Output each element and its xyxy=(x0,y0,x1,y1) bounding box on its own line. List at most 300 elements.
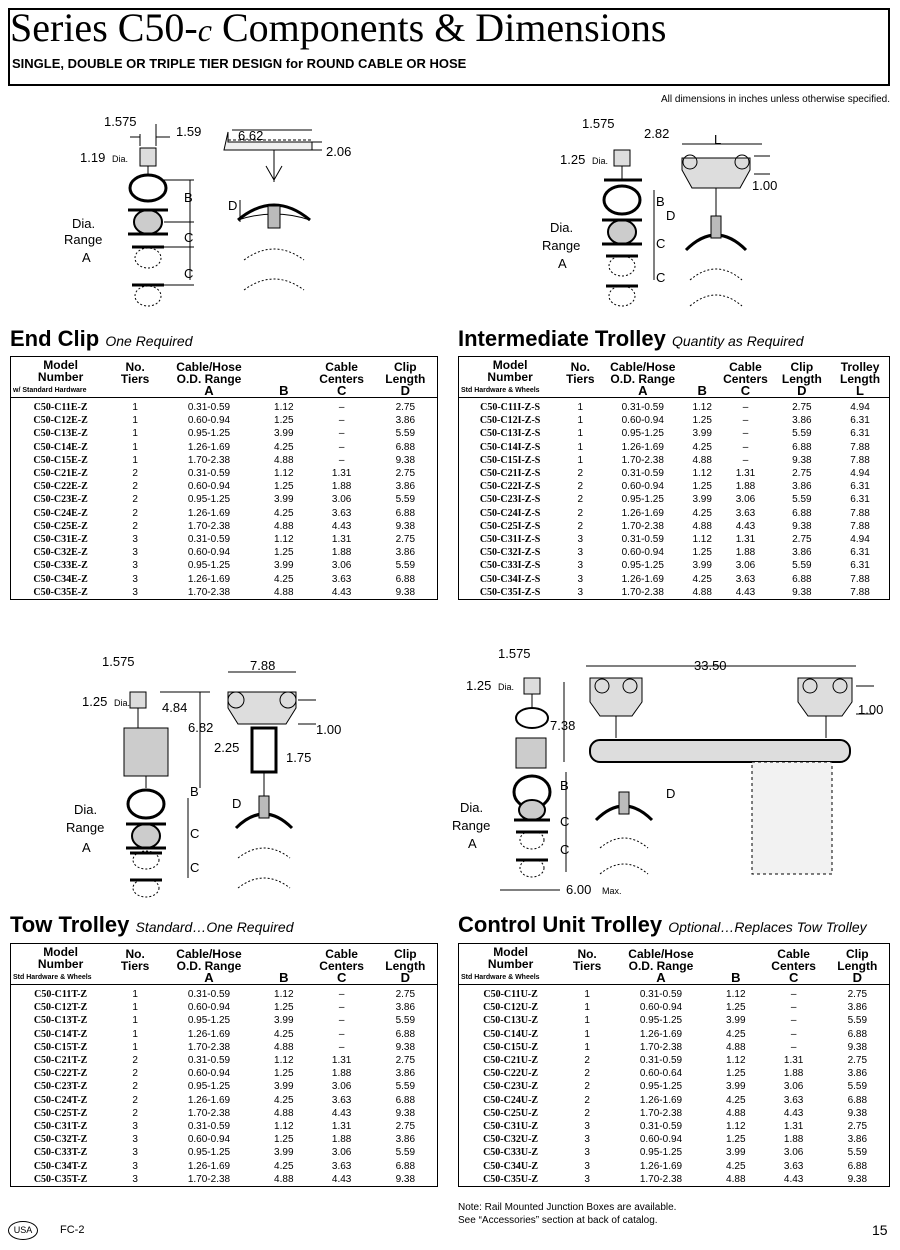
model-number-cell: C50-C13I-Z-S xyxy=(479,428,541,440)
table-cell: 1.88 xyxy=(331,1134,352,1146)
table-cell: 1.12 xyxy=(726,989,746,1000)
table-cell: 1.70-2.38 xyxy=(639,1041,683,1053)
tow-heading xyxy=(10,912,294,938)
tow-label-c2: C xyxy=(190,860,200,875)
table-cell: 4.25 xyxy=(274,441,294,453)
table-cell: 1.25 xyxy=(726,1068,746,1080)
model-number-cell: C50-C14E-Z xyxy=(33,441,88,453)
tow-dim-484: 4.84 xyxy=(162,700,188,715)
table-cell: 1.88 xyxy=(783,1134,804,1146)
table-cell: 6.88 xyxy=(395,507,416,519)
table-cell: 5.59 xyxy=(395,494,416,506)
table-cell: 1.25 xyxy=(274,415,294,427)
table-cell: 3 xyxy=(577,560,584,572)
table-cell: 9.38 xyxy=(792,454,812,466)
tow-dim-1575: 1.575 xyxy=(102,654,135,669)
table-cell: 4.88 xyxy=(274,1173,294,1185)
intermediate-label-c2: C xyxy=(656,270,666,285)
table-cell: 4.43 xyxy=(783,1173,804,1185)
model-number-cell: C50-C15E-Z xyxy=(33,454,88,466)
table-cell: 3.06 xyxy=(331,1081,352,1093)
dimension-note: All dimensions in inches unless otherwise specified. xyxy=(660,94,890,105)
intermediate-dim-282: 2.82 xyxy=(644,126,670,141)
table-cell: 0.31-0.59 xyxy=(639,1055,683,1067)
table-row xyxy=(11,1133,438,1146)
table-cell: 1.25 xyxy=(274,1068,294,1080)
table-row xyxy=(459,427,890,440)
table-row xyxy=(11,454,438,467)
table-cell: 0.31-0.59 xyxy=(621,534,664,546)
table-cell: 1.70-2.38 xyxy=(621,454,664,466)
table-row xyxy=(11,507,438,520)
table-cell: 1 xyxy=(584,989,590,1000)
table-row xyxy=(459,454,890,467)
table-cell: 3 xyxy=(584,1134,590,1146)
table-cell: 0.31-0.59 xyxy=(187,402,231,413)
table-cell: 3.06 xyxy=(735,494,756,506)
table-cell: 2.75 xyxy=(395,1055,416,1067)
model-number-cell: C50-C32U-Z xyxy=(483,1134,539,1146)
table-cell: 3.99 xyxy=(726,1081,746,1093)
table-cell: 6.88 xyxy=(792,573,812,585)
end-clip-dim-unit: Dia. xyxy=(112,154,129,164)
table-cell: 1 xyxy=(132,428,138,440)
table-cell: 3.86 xyxy=(847,1134,868,1146)
table-cell: 1.26-1.69 xyxy=(639,1028,683,1040)
table-cell: 1.26-1.69 xyxy=(187,1160,231,1172)
table-row xyxy=(11,1094,438,1107)
table-cell: 1.70-2.38 xyxy=(187,1041,231,1053)
model-number-cell: C50-C12T-Z xyxy=(33,1002,88,1014)
control-unit-trolley-diagram xyxy=(452,642,890,900)
table-cell: 4.25 xyxy=(274,1160,294,1172)
table-cell: 1 xyxy=(132,1041,138,1053)
table-cell: 4.88 xyxy=(726,1107,746,1119)
table-cell: 1.26-1.69 xyxy=(621,573,664,585)
intermediate-dim-1575: 1.575 xyxy=(582,116,615,131)
table-cell: 5.59 xyxy=(395,1015,416,1027)
table-cell: 0.60-0.94 xyxy=(187,547,231,559)
model-number-cell: C50-C22T-Z xyxy=(33,1068,88,1080)
model-number-cell: C50-C33T-Z xyxy=(33,1147,88,1159)
table-cell: 7.88 xyxy=(850,441,870,453)
table-cell: 1.12 xyxy=(274,534,294,546)
table-cell: 4.25 xyxy=(274,507,294,519)
table-row xyxy=(459,1120,890,1133)
table-cell: 1.12 xyxy=(692,468,712,480)
table-cell: 1 xyxy=(584,1028,590,1040)
model-number-cell: C50-C21E-Z xyxy=(33,468,88,480)
table-cell: 0.31-0.59 xyxy=(187,534,231,546)
table-cell: 3 xyxy=(132,1160,138,1172)
control-dim-1575: 1.575 xyxy=(498,646,531,661)
model-number-cell: C50-C32E-Z xyxy=(33,547,88,559)
table-cell: 6.88 xyxy=(395,1094,416,1106)
table-cell: 3.86 xyxy=(847,1068,868,1080)
table-row xyxy=(459,398,890,415)
model-number-cell: C50-C33U-Z xyxy=(483,1147,539,1159)
table-cell: 1 xyxy=(132,1002,138,1014)
table-cell: 6.31 xyxy=(850,547,870,559)
table-cell: 4.88 xyxy=(692,586,712,598)
table-cell: – xyxy=(790,1028,797,1040)
table-cell: 2.75 xyxy=(847,1055,868,1067)
tow-label-a: A xyxy=(82,840,91,855)
table-cell: 7.88 xyxy=(850,520,870,532)
table-cell: 6.88 xyxy=(847,1160,868,1172)
table-cell: 3.86 xyxy=(395,547,416,559)
table-cell: 3.99 xyxy=(726,1015,746,1027)
table-cell: – xyxy=(338,1015,345,1027)
model-number-cell: C50-C34U-Z xyxy=(483,1160,539,1172)
col-b: B xyxy=(710,944,762,985)
model-number-cell: C50-C31I-Z-S xyxy=(479,534,541,546)
table-cell: 4.43 xyxy=(331,1107,352,1119)
table-cell: 2 xyxy=(132,494,138,506)
model-number-cell: C50-C33E-Z xyxy=(33,560,88,572)
table-cell: 1.26-1.69 xyxy=(187,1028,231,1040)
table-cell: 1 xyxy=(577,428,584,440)
table-cell: 0.60-0.94 xyxy=(621,415,664,427)
col-clip-length: Clip Length D xyxy=(773,357,831,398)
table-cell: 5.59 xyxy=(395,1147,416,1159)
table-header-row xyxy=(459,944,890,985)
table-cell: 4.43 xyxy=(783,1107,804,1119)
control-dim-738: 7.38 xyxy=(550,718,576,733)
control-heading xyxy=(458,912,867,938)
table-row xyxy=(11,533,438,546)
table-cell: 6.31 xyxy=(850,481,870,493)
table-row xyxy=(11,1107,438,1120)
table-cell: 2.75 xyxy=(847,1121,868,1133)
table-cell: 6.88 xyxy=(847,1094,868,1106)
table-cell: 3.86 xyxy=(395,415,416,427)
table-cell: 6.31 xyxy=(850,428,870,440)
model-number-cell: C50-C12I-Z-S xyxy=(479,415,541,427)
table-row xyxy=(459,586,890,600)
table-cell: 3 xyxy=(132,1173,138,1185)
table-cell: 1.70-2.38 xyxy=(187,520,231,532)
title-rest: Components & Dimensions xyxy=(211,5,667,50)
table-cell: 3.99 xyxy=(274,428,294,440)
col-clip-length: Clip Length D xyxy=(826,944,890,985)
table-row xyxy=(11,1160,438,1173)
table-row xyxy=(11,1041,438,1054)
control-unit-trolley-table xyxy=(458,943,890,1187)
table-cell: 1.12 xyxy=(692,534,712,546)
table-header-row xyxy=(11,357,438,398)
col-range: Cable/Hose O.D. Range A xyxy=(160,944,258,985)
table-cell: 1.25 xyxy=(692,547,712,559)
table-cell: 0.95-1.25 xyxy=(621,494,664,506)
intermediate-label-range: Range xyxy=(542,238,581,253)
table-cell: 3 xyxy=(577,547,584,559)
table-cell: 3 xyxy=(584,1173,590,1185)
table-row xyxy=(11,573,438,586)
model-number-cell: C50-C25E-Z xyxy=(33,520,88,532)
table-row xyxy=(11,1014,438,1027)
end-clip-diagram xyxy=(60,110,390,320)
control-title: Control Unit Trolley xyxy=(458,912,663,937)
table-cell: 9.38 xyxy=(395,586,416,598)
table-row xyxy=(11,493,438,506)
model-number-cell: C50-C25U-Z xyxy=(483,1107,539,1119)
control-dim-max: Max. xyxy=(602,886,622,896)
model-number-cell: C50-C21U-Z xyxy=(483,1055,539,1067)
model-number-cell: C50-C31T-Z xyxy=(33,1121,88,1133)
table-cell: 3.86 xyxy=(792,547,812,559)
intermediate-dim-unit: Dia. xyxy=(592,156,609,166)
table-cell: 9.38 xyxy=(395,1041,416,1053)
end-clip-label-dia: Dia. xyxy=(72,216,96,231)
table-row xyxy=(459,985,890,1002)
model-number-cell: C50-C11I-Z-S xyxy=(480,402,541,413)
table-cell: 3.86 xyxy=(395,1068,416,1080)
table-cell: 1.88 xyxy=(331,547,352,559)
table-cell: 4.88 xyxy=(274,520,294,532)
table-cell: 0.31-0.59 xyxy=(621,402,664,413)
tow-label-range: Range xyxy=(66,820,105,835)
table-row xyxy=(459,1001,890,1014)
table-cell: 2.75 xyxy=(792,534,812,546)
end-clip-label-c2: C xyxy=(184,266,194,281)
end-clip-title: End Clip xyxy=(10,326,100,351)
col-tiers: No. Tiers xyxy=(562,944,612,985)
table-cell: 4.43 xyxy=(331,586,352,598)
model-number-cell: C50-C23E-Z xyxy=(33,494,88,506)
table-cell: – xyxy=(742,428,749,440)
model-number-cell: C50-C15T-Z xyxy=(33,1041,88,1053)
page-title xyxy=(10,6,666,52)
table-cell: 1.70-2.38 xyxy=(187,454,231,466)
col-cable-centers: Cable Centers C xyxy=(718,357,772,398)
table-row xyxy=(11,414,438,427)
table-cell: 5.59 xyxy=(395,1081,416,1093)
table-cell: 4.25 xyxy=(726,1160,746,1172)
table-cell: 4.25 xyxy=(274,573,294,585)
table-cell: 1.26-1.69 xyxy=(621,441,664,453)
end-clip-label-b: B xyxy=(184,190,193,205)
col-tiers: No. Tiers xyxy=(110,944,160,985)
col-b: B xyxy=(258,357,310,398)
table-cell: 2 xyxy=(584,1068,590,1080)
table-cell: 9.38 xyxy=(395,520,416,532)
table-cell: 3.63 xyxy=(331,507,352,519)
table-cell: 1.12 xyxy=(274,1121,294,1133)
table-cell: 0.95-1.25 xyxy=(187,560,231,572)
table-cell: 0.31-0.59 xyxy=(621,468,664,480)
end-clip-label-range: Range xyxy=(64,232,103,247)
table-cell: 0.31-0.59 xyxy=(187,468,231,480)
table-cell: 2 xyxy=(577,520,584,532)
col-tiers: No. Tiers xyxy=(561,357,599,398)
table-cell: 7.88 xyxy=(850,454,870,466)
table-cell: 2.75 xyxy=(395,468,416,480)
table-cell: 1 xyxy=(132,441,138,453)
tow-dim-unit: Dia. xyxy=(114,698,131,708)
table-cell: 6.31 xyxy=(850,560,870,572)
model-number-cell: C50-C34I-Z-S xyxy=(479,573,541,585)
col-cable-centers: Cable Centers C xyxy=(762,944,826,985)
model-number-cell: C50-C35T-Z xyxy=(33,1173,88,1185)
catalog-code: FC-2 xyxy=(60,1224,85,1236)
table-cell: 0.60-0.94 xyxy=(621,481,664,493)
table-row xyxy=(11,586,438,600)
table-cell: 9.38 xyxy=(792,520,812,532)
table-cell: 1.25 xyxy=(692,481,712,493)
table-row xyxy=(459,1107,890,1120)
table-row xyxy=(11,1054,438,1067)
table-cell: 3 xyxy=(584,1121,590,1133)
col-trolley-length: Trolley Length L xyxy=(831,357,889,398)
table-row xyxy=(459,1094,890,1107)
table-cell: – xyxy=(742,454,749,466)
table-cell: 2.75 xyxy=(792,468,812,480)
model-number-cell: C50-C14I-Z-S xyxy=(479,441,541,453)
intermediate-label-l: L xyxy=(714,132,722,147)
table-row xyxy=(11,1028,438,1041)
col-model: Model Number Std Hardware & Wheels xyxy=(459,944,563,985)
intermediate-subtitle: Quantity as Required xyxy=(671,333,804,349)
table-cell: 3 xyxy=(132,1121,138,1133)
table-cell: 4.43 xyxy=(735,520,756,532)
col-cable-centers: Cable Centers C xyxy=(310,944,374,985)
table-cell: 1.70-2.38 xyxy=(187,1107,231,1119)
table-cell: 3.06 xyxy=(331,560,352,572)
table-row xyxy=(11,480,438,493)
table-cell: 3 xyxy=(132,573,138,585)
table-cell: 2.75 xyxy=(395,402,416,413)
table-row xyxy=(459,467,890,480)
end-clip-subtitle: One Required xyxy=(105,333,193,349)
table-cell: 3 xyxy=(577,573,584,585)
table-row xyxy=(459,1133,890,1146)
table-row xyxy=(459,507,890,520)
title-italic: c xyxy=(197,12,212,48)
table-cell: – xyxy=(338,441,345,453)
table-cell: 6.88 xyxy=(395,1028,416,1040)
table-cell: 3.63 xyxy=(331,573,352,585)
end-clip-heading xyxy=(10,326,193,352)
table-row xyxy=(11,559,438,572)
table-cell: 3 xyxy=(132,586,138,598)
table-cell: 2.75 xyxy=(847,989,868,1000)
table-cell: 3.86 xyxy=(792,415,812,427)
table-row xyxy=(11,546,438,559)
table-cell: 1 xyxy=(132,402,138,413)
table-cell: 1 xyxy=(577,415,584,427)
tow-dim-682: 6.82 xyxy=(188,720,214,735)
tow-dim-125: 1.25 xyxy=(82,694,108,709)
table-header-row xyxy=(459,357,890,398)
table-cell: 4.43 xyxy=(331,1173,352,1185)
table-cell: 4.25 xyxy=(274,1028,294,1040)
table-cell: 3.99 xyxy=(274,1015,294,1027)
model-number-cell: C50-C15U-Z xyxy=(483,1041,539,1053)
table-cell: 2 xyxy=(132,1068,138,1080)
table-row xyxy=(11,1146,438,1159)
col-b: B xyxy=(686,357,718,398)
table-cell: 2 xyxy=(577,507,584,519)
tow-label-b: B xyxy=(190,784,199,799)
table-cell: 6.88 xyxy=(792,507,812,519)
table-cell: 1.25 xyxy=(726,1002,746,1014)
table-cell: 9.38 xyxy=(395,1173,416,1185)
table-cell: 1.25 xyxy=(274,481,294,493)
table-cell: 3.63 xyxy=(783,1160,804,1172)
table-cell: 9.38 xyxy=(395,454,416,466)
table-cell: 1.88 xyxy=(735,481,756,493)
table-cell: 2.75 xyxy=(395,534,416,546)
table-cell: 6.88 xyxy=(395,1160,416,1172)
table-row xyxy=(11,398,438,415)
table-cell: 3 xyxy=(132,547,138,559)
col-model: Model Number Std Hardware & Wheels xyxy=(11,944,111,985)
table-cell: 4.88 xyxy=(692,520,712,532)
table-cell: 1.88 xyxy=(331,481,352,493)
intermediate-label-dia: Dia. xyxy=(550,220,574,235)
table-cell: 5.59 xyxy=(395,428,416,440)
model-number-cell: C50-C23T-Z xyxy=(33,1081,88,1093)
table-row xyxy=(459,559,890,572)
table-cell: 3.63 xyxy=(735,573,756,585)
table-cell: 6.31 xyxy=(850,494,870,506)
table-cell: 1.26-1.69 xyxy=(639,1160,683,1172)
table-cell: – xyxy=(338,402,345,413)
table-cell: 1.25 xyxy=(692,415,712,427)
table-cell: 1 xyxy=(132,989,138,1000)
table-row xyxy=(459,546,890,559)
intermediate-heading xyxy=(458,326,804,352)
col-model: Model Number Std Hardware & Wheels xyxy=(459,357,562,398)
table-cell: 0.31-0.59 xyxy=(639,1121,683,1133)
table-cell: 5.59 xyxy=(847,1147,868,1159)
table-cell: 1.12 xyxy=(726,1121,746,1133)
table-row xyxy=(11,441,438,454)
table-cell: 3.99 xyxy=(274,494,294,506)
control-label-a: A xyxy=(468,836,477,851)
table-cell: 1.70-2.38 xyxy=(621,586,664,598)
intermediate-label-a: A xyxy=(558,256,567,271)
table-cell: 3.86 xyxy=(792,481,812,493)
table-cell: – xyxy=(790,1015,797,1027)
model-number-cell: C50-C32I-Z-S xyxy=(479,547,541,559)
end-clip-label-d: D xyxy=(228,198,238,213)
intermediate-trolley-table xyxy=(458,356,890,600)
model-number-cell: C50-C25I-Z-S xyxy=(479,520,541,532)
end-clip-dim-119: 1.19 xyxy=(80,150,106,165)
tow-dim-225: 2.25 xyxy=(214,740,240,755)
model-number-cell: C50-C11E-Z xyxy=(33,402,88,413)
table-cell: – xyxy=(338,428,345,440)
model-number-cell: C50-C22I-Z-S xyxy=(479,481,541,493)
footnote xyxy=(458,1201,676,1227)
end-clip-table xyxy=(10,356,438,600)
table-cell: 3.99 xyxy=(692,494,712,506)
table-cell: 2.75 xyxy=(395,989,416,1000)
table-cell: 4.88 xyxy=(726,1041,746,1053)
table-cell: 1.25 xyxy=(726,1134,746,1146)
table-cell: 1 xyxy=(584,1041,590,1053)
table-cell: 4.94 xyxy=(850,402,870,413)
control-dim-600: 6.00 xyxy=(566,882,592,897)
intermediate-trolley-diagram xyxy=(530,110,800,320)
table-cell: 0.95-1.25 xyxy=(639,1147,683,1159)
tow-trolley-table xyxy=(10,943,438,1187)
table-cell: 4.25 xyxy=(274,1094,294,1106)
end-clip-dim-662: 6.62 xyxy=(238,128,264,143)
tow-label-c1: C xyxy=(190,826,200,841)
